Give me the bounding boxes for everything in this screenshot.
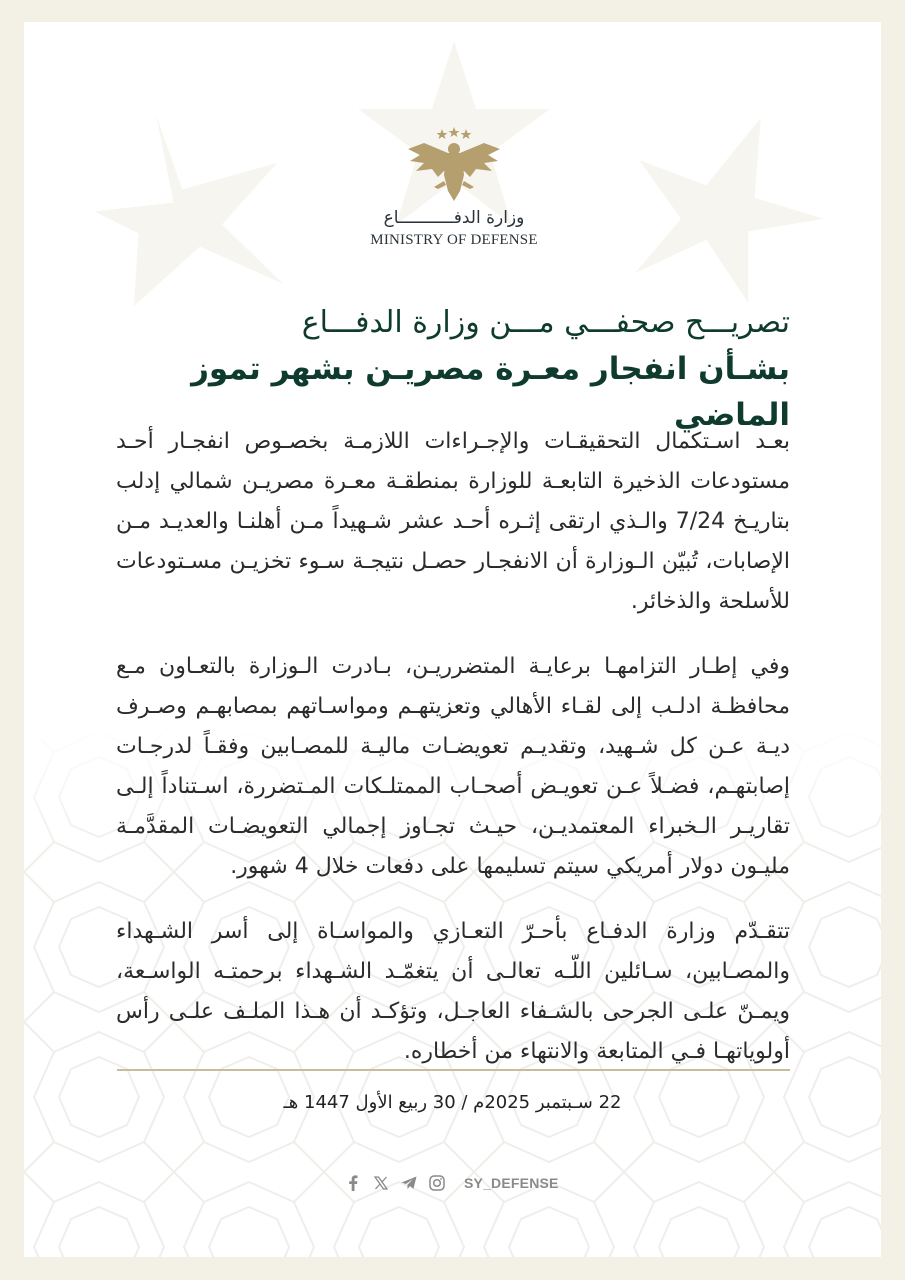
x-icon[interactable] (372, 1174, 390, 1192)
paragraph-condolences: تتقـدّم وزارة الدفـاع بأحـرّ التعـازي والمواسـاة إلى أسر الشـهداء والمصـابين، سـائلين اللّـه تعالـى أن يتغمّـد الشـهداء برحمتـه الواسـعة، ويمـنّ علـى الجرحى بالشـفاء العاجـل، وتؤكـد أن هـذا الملـف علـى رأس أولوياتهـا فـي المتابعة والانتهاء من أخطاره. (116, 919, 790, 1064)
eagle-emblem-icon (404, 125, 504, 205)
paragraph-investigation: بعـد اسـتكمال التحقيقـات والإجـراءات اللازمـة بخصـوص انفجـار أحـد مستودعات الذخيرة التابعـة للوزارة بمنطقـة معـرة مصريـن شمالي إدلب بتاريـخ 7/24 والـذي ارتقى إثـره أحـد عشر شـهيداً مـن أهلنـا والعديـد مـن الإصابات، تُبيّن الـوزارة أن الانفجـار حصـل نتيجـة سـوء تخزيـن مسـتودعات للأسلحة والذخائر. (116, 429, 791, 614)
facebook-icon[interactable] (344, 1174, 362, 1192)
date-line: 22 سـبتمبر 2025م / 30 ربيع الأول 1447 هـ (283, 1092, 622, 1113)
background-star-right-icon (618, 97, 828, 307)
telegram-icon[interactable] (400, 1174, 418, 1192)
logo-arabic-text: وزارة الدفـــــــــــاع (383, 208, 525, 228)
statement-page (24, 22, 881, 1257)
title-block (114, 300, 790, 438)
footer-divider (117, 1069, 790, 1071)
page-subtitle: بشـأن انفجار معـرة مصريـن بشهر تموز الماضي (191, 351, 790, 433)
page-title: تصريـــح صحفـــي مـــن وزارة الدفـــاع (301, 305, 790, 340)
instagram-icon[interactable] (428, 1174, 446, 1192)
paragraph-compensation: وفي إطـار التزامهـا برعايـة المتضرريـن، بـادرت الـوزارة بالتعـاون مـع محافظـة ادلـب إلى لقـاء الأهالي وتعزيتهـم ومواسـاتهم بمصابهـم وصـرف ديـة عـن كل شـهيد، وتقديـم تعويضـات ماليـة للمصـابين وفقـاً لدرجـات إصابتهـم، فضـلاً عـن تعويـض أصحـاب الممتلـكات المـتضررة، اسـتناداً إلـى تقاريـر الـخبراء المعتمديـن، حيـث تجـاوز إجمالي التعويضـات المقدَّمـة مليـون دولار أمريكي سيتم تسليمها على دفعات خلال 4 شهور. (116, 654, 790, 879)
statement-body (116, 422, 790, 1097)
social-links (344, 1171, 559, 1195)
background-star-left-icon (90, 97, 310, 317)
logo-english-text: MINISTRY OF DEFENSE (370, 232, 538, 248)
social-handle[interactable]: SY_DEFENSE (464, 1175, 559, 1191)
